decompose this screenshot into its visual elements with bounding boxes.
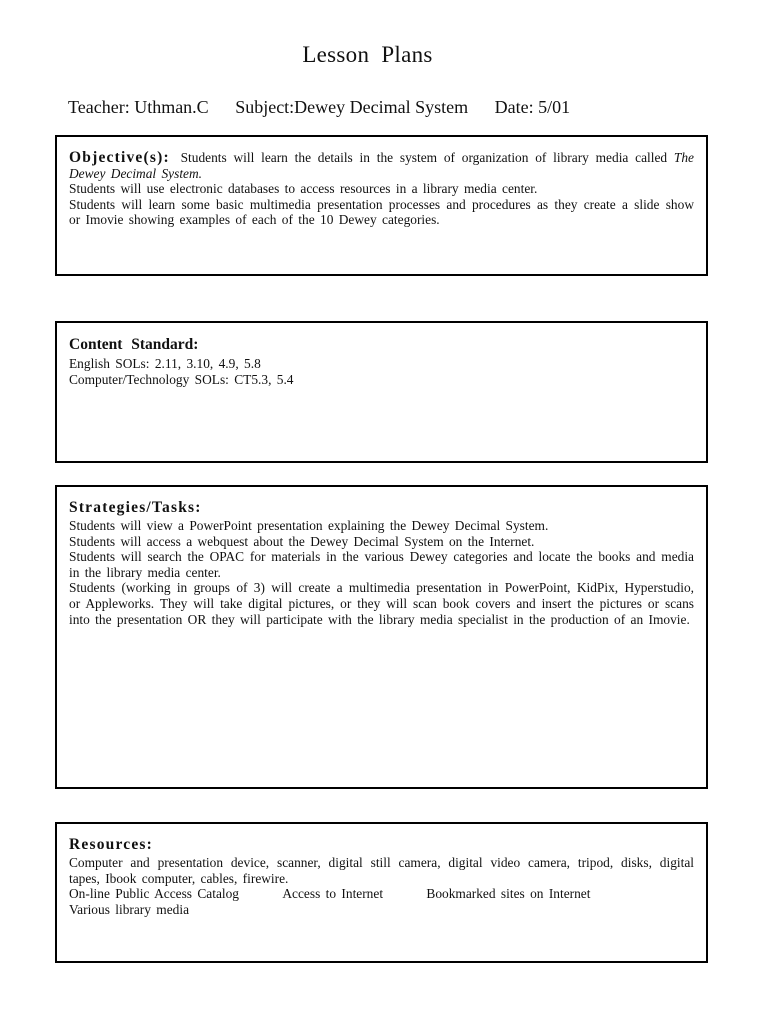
strategies-heading: Strategies/Tasks: [69,499,202,516]
content-standard-heading: Content Standard: [69,336,199,353]
objectives-line-3: Students will learn some basic multimedia presentation processes and procedures as they create a slide show or Imovie showing examples of each of the 10 Dewey categories. [69,196,694,228]
page-title: Lesson Plans [302,42,433,67]
strategy-item: Students will access a webquest about the Dewey Decimal System on the Internet. [69,533,535,549]
strategy-item: Students (working in groups of 3) will create a multimedia presentation in PowerPoint, KidPix, Hyperstudio, or Appleworks. They will take digital pictures, or they will scan book covers and insert the pictures or scans into the presentation OR they will participate with the library media specialist in the production of an Imovie. [69,580,694,627]
resources-online-row [69,886,694,902]
resources-heading: Resources: [69,836,154,853]
dewey-system-name: The Dewey Decimal System. [69,150,694,181]
resource-library-media: Various library media [69,901,190,917]
resources-equipment: Computer and presentation device, scanner, digital still camera, digital video camera, tripod, disks, digital tapes, Ibook computer, cables, firewire. [69,855,694,886]
lesson-header [68,97,570,118]
resource-bookmarks: Bookmarked sites on Internet [426,886,591,902]
teacher-field: Teacher: Uthman.C [68,97,209,117]
date-field: Date: 5/01 [494,97,571,117]
strategy-item: Students will view a PowerPoint presentation explaining the Dewey Decimal System. [69,518,549,533]
resources-section [55,822,708,963]
english-sols: English SOLs: 2.11, 3.10, 4.9, 5.8 [69,356,261,371]
resource-opac: On-line Public Access Catalog [69,886,240,902]
content-standard-section [55,321,708,463]
resource-internet-access: Access to Internet [282,886,384,902]
subject-field: Subject:Dewey Decimal System [235,97,469,117]
computer-technology-sols: Computer/Technology SOLs: CT5.3, 5.4 [69,371,294,387]
strategy-item: Students will search the OPAC for materials in the various Dewey categories and locate the books and media in the library media center. [69,549,694,580]
objectives-first-paragraph [69,150,694,181]
objectives-intro-text: Students will learn the details in the system of organization of library media called [180,150,668,165]
objectives-line-2: Students will use electronic databases to access resources in a library media center. [69,181,538,197]
objectives-heading: Objective(s): [69,149,170,166]
objectives-section [55,135,708,276]
strategies-section [55,485,708,789]
